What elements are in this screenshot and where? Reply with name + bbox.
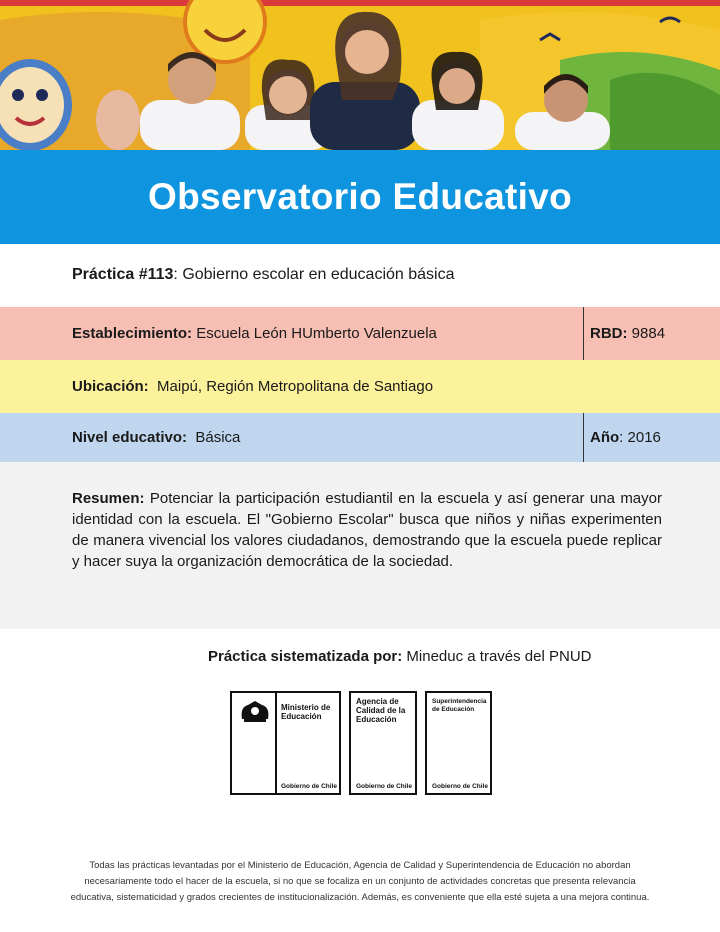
level-divider <box>583 413 584 462</box>
location-row <box>0 360 720 413</box>
establishment-divider <box>583 307 584 360</box>
year-label: Año <box>590 429 620 446</box>
logo-title: Agencia de Calidad de la Educación <box>356 697 406 724</box>
rbd-cell <box>590 307 665 360</box>
summary-text <box>72 488 662 572</box>
practice-line <box>72 266 454 284</box>
title-band <box>0 150 720 244</box>
mineduc-logo <box>230 691 341 795</box>
logo-title: Ministerio de Educación <box>281 703 331 721</box>
level-label: Nivel educativo: <box>72 429 188 446</box>
establishment-row <box>0 307 720 360</box>
logo-footer: Gobierno de Chile <box>432 783 488 790</box>
disclaimer-line: necesariamente todo el hacer de la escuela, si no que se focaliza en un conjunto de actividades concretas que presenta relevancia <box>84 876 636 887</box>
logo-title: Superintendencia de Educación <box>432 698 487 713</box>
summary-label: Resumen: <box>72 490 145 507</box>
establishment-value: Escuela León HUmberto Valenzuela <box>192 325 437 342</box>
systematized-line <box>208 648 592 665</box>
systematized-label: Práctica sistematizada por: <box>208 648 403 665</box>
establishment-cell <box>72 307 437 360</box>
practice-label: Práctica #113 <box>72 266 174 283</box>
year-cell <box>590 413 661 462</box>
establishment-label: Establecimiento: <box>72 325 193 342</box>
logo-footer: Gobierno de Chile <box>281 783 337 790</box>
systematized-value: Mineduc a través del PNUD <box>402 648 592 665</box>
logo-footer: Gobierno de Chile <box>356 783 412 790</box>
location-value: Maipú, Región Metropolitana de Santiago <box>148 378 434 395</box>
logo-divider <box>275 693 277 793</box>
level-cell <box>72 413 240 462</box>
location-label: Ubicación: <box>72 378 149 395</box>
location-cell <box>72 360 433 413</box>
summary-box <box>0 462 720 629</box>
disclaimer-line: Todas las prácticas levantadas por el Ministerio de Educación, Agencia de Calidad y Superintendencia de Educación no abordan <box>89 860 631 871</box>
practice-value: : Gobierno escolar en educación básica <box>173 266 455 283</box>
year-value: : 2016 <box>619 429 661 446</box>
page-title: Observatorio Educativo <box>148 176 572 217</box>
rbd-value: 9884 <box>627 325 666 342</box>
agencia-logo <box>349 691 417 795</box>
level-row <box>0 413 720 462</box>
rbd-label: RBD: <box>590 325 628 342</box>
hero-photo <box>0 0 720 150</box>
disclaimer-line: educativa, sistematicidad y grados crecientes de institucionalización. Además, es conveniente que ella esté sujeta a una mejora continua. <box>70 892 650 903</box>
coat-of-arms-icon <box>238 699 272 723</box>
superintendencia-logo <box>425 691 492 795</box>
level-value: Básica <box>187 429 241 446</box>
disclaimer <box>60 858 660 906</box>
summary-body: Potenciar la participación estudiantil en la escuela y así generar una mayor identidad con la escuela. El "Gobierno Escolar" busca que niños y niñas experimenten de manera vivencial los valores ciudadanos, demostrando que la escuela puede replicar y hacer suya la organización democrática de la sociedad. <box>72 490 662 570</box>
